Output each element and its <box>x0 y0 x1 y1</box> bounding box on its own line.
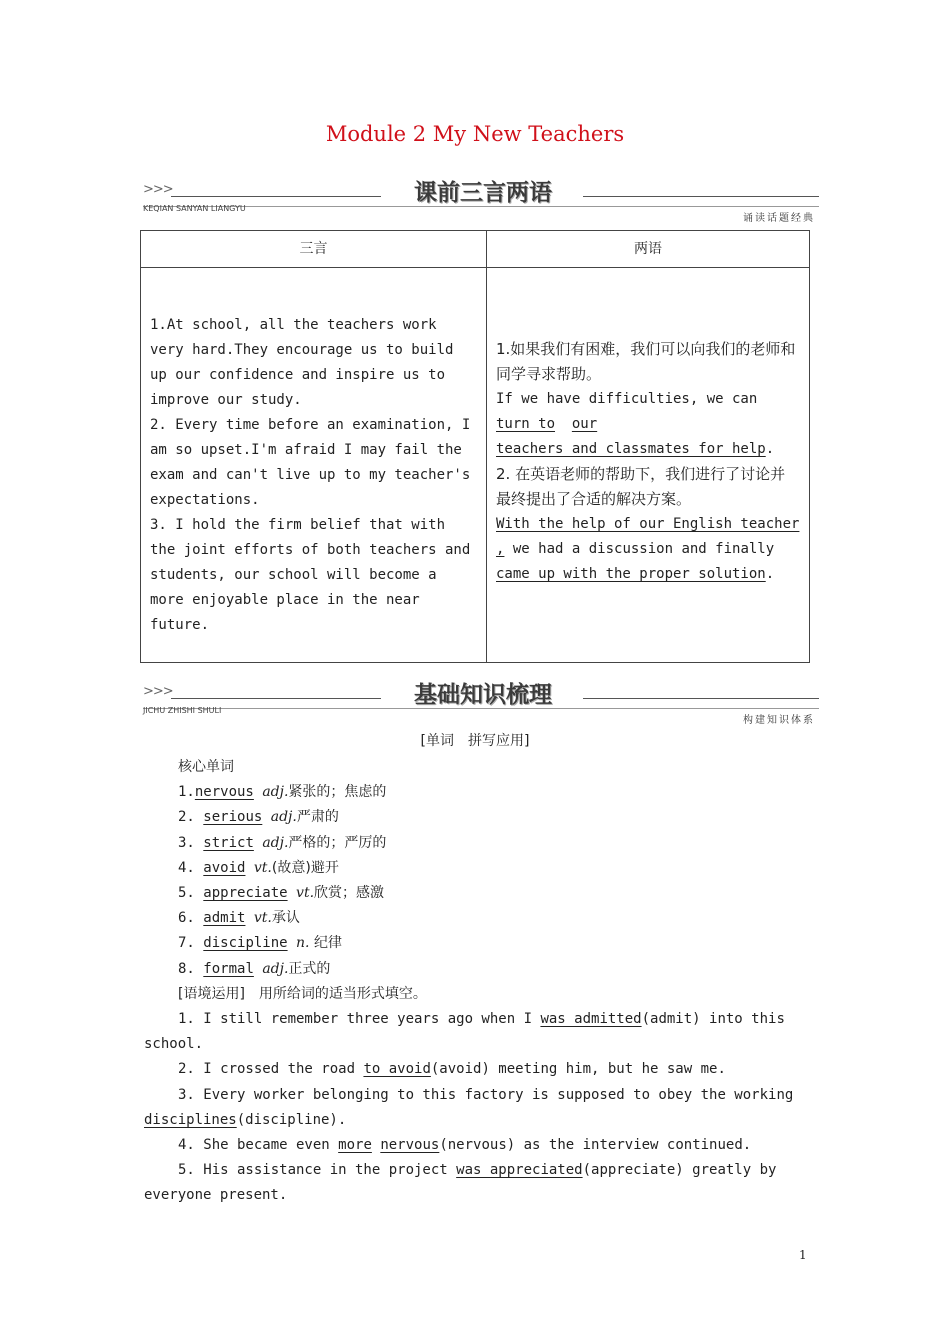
exercise-5-cont: everyone present. <box>144 1187 288 1204</box>
answer-blank: , <box>496 541 505 557</box>
translation-1-chinese: 1.如果我们有困难，我们可以向我们的老师和同学寻求帮助。 <box>496 340 796 383</box>
word-list <box>144 780 804 982</box>
word-item: 2. serious adj.严肃的 <box>178 809 339 826</box>
banner-pinyin: KEQIAN SANYAN LIANGYU <box>143 204 246 213</box>
answer-blank: formal <box>203 960 254 977</box>
banner-underline <box>143 708 819 709</box>
exercise-1-cont: school. <box>144 1036 204 1053</box>
banner-tag: 诵读话题经典 <box>743 213 815 224</box>
core-words-label: 核心单词 <box>178 759 234 775</box>
banner-rule <box>171 196 381 197</box>
answer-blank: avoid <box>203 859 246 876</box>
word-item: 6. admit vt.承认 <box>178 910 300 927</box>
word-item: 8. formal adj.正式的 <box>178 960 331 977</box>
answer-blank: our <box>571 416 598 432</box>
page-number: 1 <box>799 1248 807 1262</box>
table-header-liangyu: 两语 <box>487 231 810 268</box>
sentence-2: 2. Every time before an examination, I am so upset.I'm afraid I may fail the exam and can't live up to my teacher's expectations. <box>150 417 471 508</box>
banner-pinyin: JICHU ZHISHI SHULI <box>143 706 222 715</box>
answer-blank: disciplines <box>144 1111 237 1128</box>
section-title-words: [单词 拼写应用] <box>420 733 530 749</box>
vocabulary-section <box>144 755 804 1209</box>
translation-2-end: came up with the proper solution. <box>496 566 775 582</box>
exercise-1: 1. I still remember three years ago when I was admitted(admit) into this <box>178 1011 785 1028</box>
table-cell-translations <box>487 268 810 663</box>
section-banner-basics <box>143 684 819 724</box>
answer-blank: to avoid <box>363 1061 431 1078</box>
exercise-3-cont: disciplines(discipline). <box>144 1111 347 1128</box>
answer-blank: more <box>338 1137 372 1154</box>
answer-blank: was admitted <box>540 1011 642 1028</box>
word-item: 5. appreciate vt.欣赏；感激 <box>178 885 385 902</box>
answer-blank: turn to <box>496 416 556 432</box>
word-item: 4. avoid vt.(故意)避开 <box>178 859 339 876</box>
answer-blank: nervous <box>380 1137 440 1154</box>
word-item: 3. strict adj.严格的；严厉的 <box>178 834 387 851</box>
context-label: [语境运用] 用所给词的适当形式填空。 <box>178 985 427 1002</box>
translation-2-chinese: 2. 在英语老师的帮助下，我们进行了讨论并最终提出了合适的解决方案。 <box>496 465 786 508</box>
translation-2-middle: , we had a discussion and finally <box>496 541 775 557</box>
answer-blank: teachers and classmates for help <box>496 441 766 457</box>
answer-blank: appreciate <box>203 885 288 902</box>
chevron-arrows-icon: >>> <box>143 684 173 699</box>
section-banner-preview <box>143 182 819 222</box>
translation-1-english: If we have difficulties, we can <box>496 391 758 407</box>
answer-blank: nervous <box>194 784 254 801</box>
exercise-3: 3. Every worker belonging to this factory is supposed to obey the working <box>178 1086 794 1103</box>
answer-blank: serious <box>203 809 263 826</box>
document-title: Module 2 My New Teachers <box>325 122 625 146</box>
answer-blank: discipline <box>203 935 288 952</box>
sentence-3: 3. I hold the firm belief that with the joint efforts of both teachers and students, our school will become a more enjoyable place in the near future. <box>150 517 471 633</box>
answer-blank: came up with the proper solution <box>496 566 766 582</box>
word-item: 7. discipline n. 纪律 <box>178 935 342 952</box>
translation-2-answer <box>496 512 800 537</box>
banner-heading: 基础知识梳理 <box>414 682 552 708</box>
answer-blank: was appreciated <box>456 1162 583 1179</box>
banner-rule <box>171 698 381 699</box>
phrases-table <box>140 230 810 663</box>
exercise-2: 2. I crossed the road to avoid(avoid) meeting him, but he saw me. <box>178 1061 726 1078</box>
exercise-4: 4. She became even more nervous(nervous) as the interview continued. <box>178 1137 752 1154</box>
sentence-1: 1.At school, all the teachers work very hard.They encourage us to build up our confidence and inspire us to improve our study. <box>150 317 454 408</box>
translation-1-answer <box>496 412 800 437</box>
banner-rule <box>583 698 819 699</box>
table-header-sanyan: 三言 <box>141 231 487 268</box>
word-item: 1.nervous adj.紧张的；焦虑的 <box>178 784 387 801</box>
chevron-arrows-icon: >>> <box>143 182 173 197</box>
answer-blank: With the help of our English teacher <box>496 516 800 532</box>
banner-heading: 课前三言两语 <box>414 180 552 206</box>
answer-blank: strict <box>203 834 254 851</box>
answer-blank: admit <box>203 910 246 927</box>
translation-1-answer-cont: teachers and classmates for help. <box>496 441 775 457</box>
banner-tag: 构建知识体系 <box>743 715 815 726</box>
banner-rule <box>583 196 819 197</box>
table-cell-sentences <box>141 268 487 663</box>
exercise-5: 5. His assistance in the project was appreciated(appreciate) greatly by <box>178 1162 777 1179</box>
